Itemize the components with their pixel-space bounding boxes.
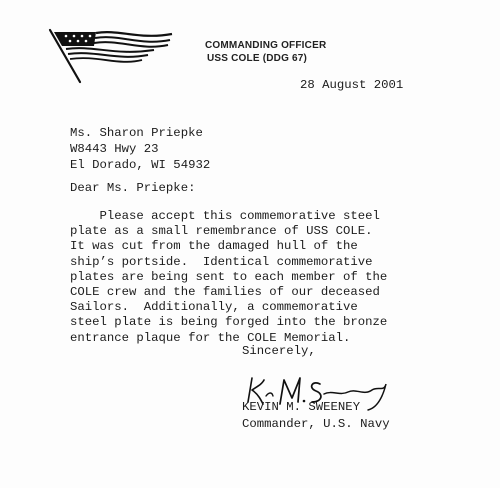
- body-line: entrance plaque for the COLE Memorial.: [70, 330, 351, 345]
- recipient-name: Ms. Sharon Priepke: [70, 126, 203, 140]
- recipient-address: [70, 125, 210, 173]
- signer-name: KEVIN M. SWEENEY: [242, 400, 361, 414]
- body-line: plates are being sent to each member of the: [70, 269, 388, 284]
- letterhead-ship: USS COLE (DDG 67): [207, 53, 308, 64]
- letterhead-title: COMMANDING OFFICER: [205, 40, 327, 51]
- letter-date: 28 August 2001: [300, 78, 404, 92]
- body-line: Sailors. Additionally, a commemorative: [70, 300, 358, 315]
- salutation: Dear Ms. Priepke:: [70, 181, 196, 195]
- body-line: Please accept this commemorative steel: [70, 209, 380, 223]
- body-line: It was cut from the damaged hull of the: [70, 239, 358, 254]
- closing: Sincerely,: [242, 344, 316, 358]
- body-line: ship’s portside. Identical commemorative: [70, 254, 373, 269]
- body-line: steel plate is being forged into the bronze: [70, 315, 388, 330]
- letter-body: [70, 209, 388, 346]
- signer-title: Commander, U.S. Navy: [242, 417, 390, 431]
- recipient-city: El Dorado, WI 54932: [70, 158, 211, 172]
- body-line: COLE crew and the families of our deceased: [70, 285, 380, 300]
- flag-logo-icon: [44, 26, 174, 84]
- body-line: plate as a small remembrance of USS COLE.: [70, 224, 373, 239]
- letterhead: [205, 39, 326, 65]
- recipient-street: W8443 Hwy 23: [70, 142, 159, 156]
